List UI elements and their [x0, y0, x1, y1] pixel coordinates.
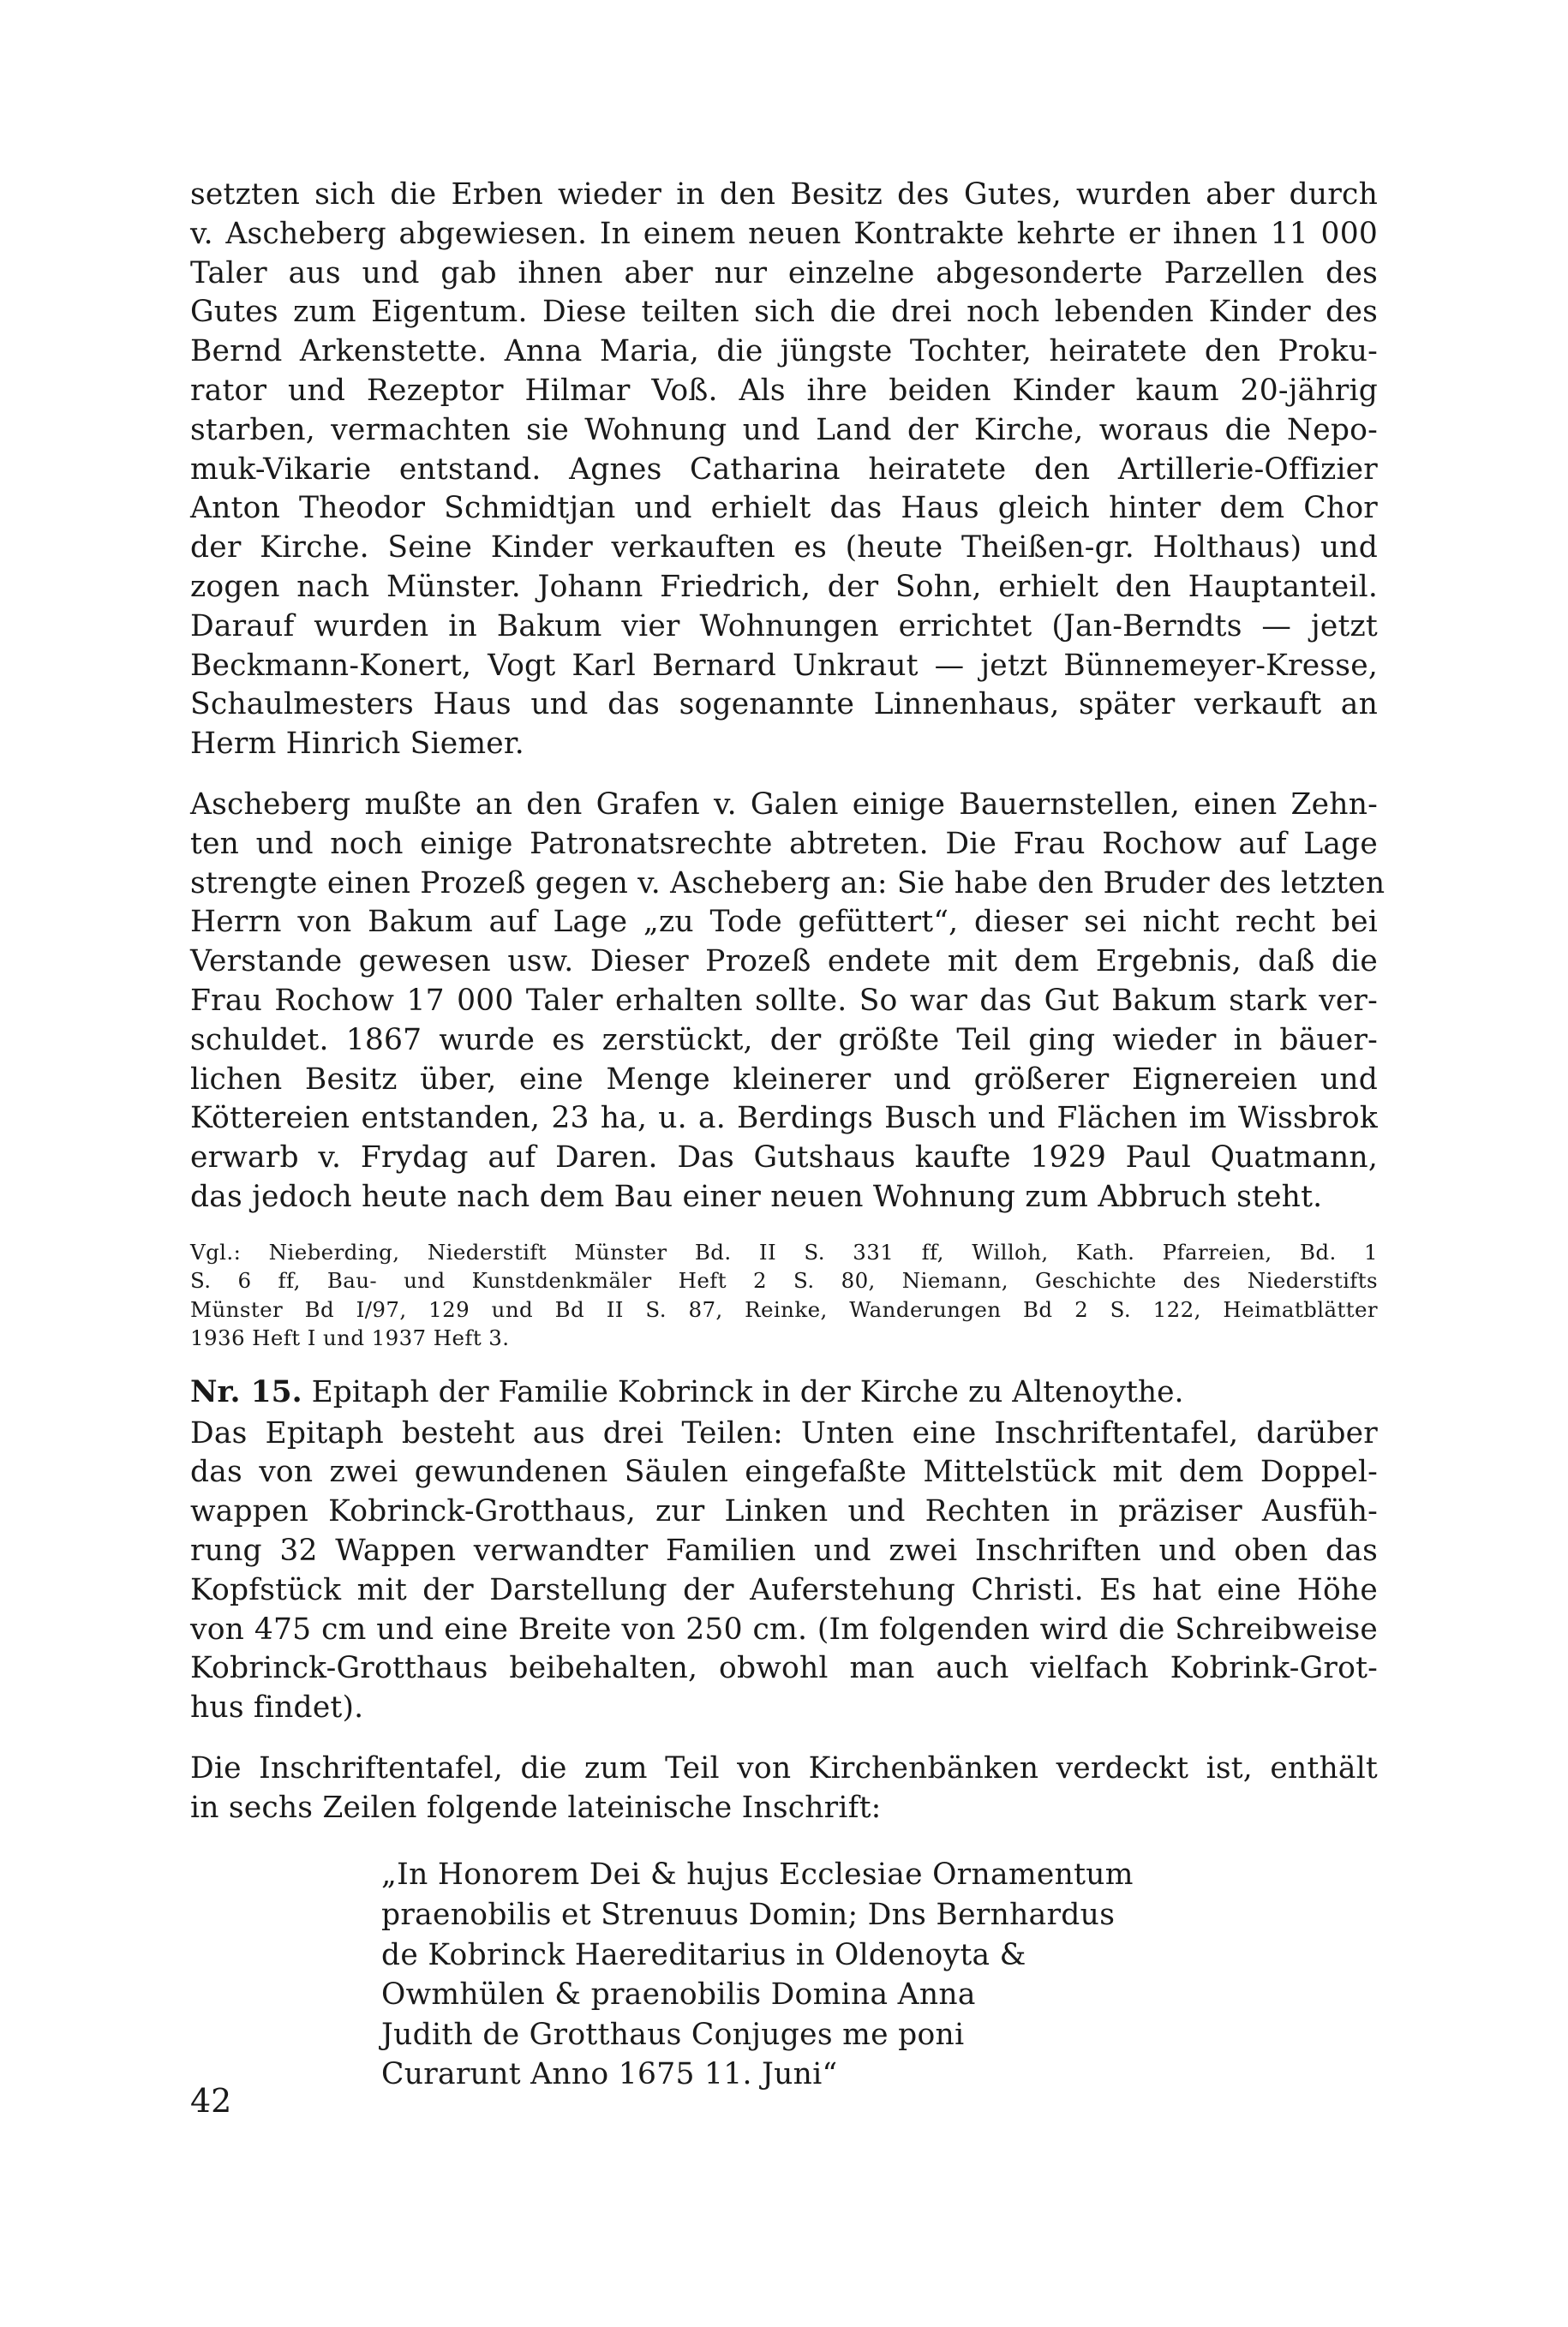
text-line: starben, vermachten sie Wohnung und Land der Kirche, woraus die Nepo- — [190, 412, 1378, 447]
text-line: das von zwei gewundenen Säulen eingefaßte Mittelstück mit dem Doppel- — [190, 1455, 1378, 1490]
paragraph-erben — [190, 176, 1378, 764]
text-line: schuldet. 1867 wurde es zerstückt, der größte Teil ging wieder in bäuer- — [190, 1022, 1378, 1057]
inscription-line: Owmhülen & praenobilis Domina Anna — [381, 1977, 976, 2013]
text-line: Herm Hinrich Siemer. — [190, 727, 524, 762]
text-line: in sechs Zeilen folgende lateinische Inschrift: — [190, 1790, 882, 1825]
text-line: Beckmann-Konert, Vogt Karl Bernard Unkraut — jetzt Bünnemeyer-Kresse, — [190, 648, 1378, 683]
text-line: muk-Vikarie entstand. Agnes Catharina heiratete den Artillerie-Offizier — [190, 452, 1378, 487]
text-line: strengte einen Prozeß gegen v. Ascheberg an: Sie habe den Bruder des letzten — [190, 865, 1385, 900]
text-line: Schaulmesters Haus und das sogenannte Linnenhaus, später verkauft an — [190, 687, 1378, 722]
text-line: Kobrinck-Grotthaus beibehalten, obwohl man auch vielfach Kobrink-Grot- — [190, 1651, 1378, 1686]
inscription-line: „In Honorem Dei & hujus Ecclesiae Ornamentum — [381, 1857, 1134, 1893]
footnote-line: Münster Bd I/97, 129 und Bd II S. 87, Reinke, Wanderungen Bd 2 S. 122, Heimatblätter — [190, 1296, 1378, 1322]
inscription-line: Curarunt Anno 1675 11. Juni“ — [381, 2057, 838, 2092]
section-title: Epitaph der Familie Kobrinck in der Kirche zu Altenoythe. — [311, 1374, 1184, 1409]
inscription-line: Judith de Grotthaus Conjuges me poni — [381, 2017, 965, 2052]
text-line: von 475 cm und eine Breite von 250 cm. (Im folgenden wird die Schreibweise — [190, 1612, 1378, 1647]
text-line: Darauf wurden in Bakum vier Wohnungen errichtet (Jan-Berndts — jetzt — [190, 608, 1378, 643]
page-body — [190, 176, 1385, 2095]
text-line: erwarb v. Frydag auf Daren. Das Gutshaus kaufte 1929 Paul Quatmann, — [190, 1140, 1378, 1175]
inscription-line: praenobilis et Strenuus Domin; Dns Bernhardus — [381, 1898, 1116, 1933]
text-line: rator und Rezeptor Hilmar Voß. Als ihre beiden Kinder kaum 20-jährig — [190, 373, 1378, 408]
text-line: Gutes zum Eigentum. Diese teilten sich die drei noch lebenden Kinder des — [190, 295, 1378, 330]
text-line: Das Epitaph besteht aus drei Teilen: Unten eine Inschriftentafel, darüber — [190, 1415, 1378, 1451]
text-line: Herrn von Bakum auf Lage „zu Tode gefüttert“, dieser sei nicht recht bei — [190, 905, 1378, 940]
text-line: Köttereien entstanden, 23 ha, u. a. Berdings Busch und Flächen im Wissbrok — [190, 1101, 1378, 1136]
text-line: Verstande gewesen usw. Dieser Prozeß endete mit dem Ergebnis, daß die — [190, 944, 1378, 979]
text-line: ten und noch einige Patronatsrechte abtreten. Die Frau Rochow auf Lage — [190, 826, 1378, 861]
text-line: Die Inschriftentafel, die zum Teil von Kirchenbänken verdeckt ist, enthält — [190, 1750, 1378, 1786]
text-line: Kopfstück mit der Darstellung der Auferstehung Christi. Es hat eine Höhe — [190, 1572, 1378, 1607]
text-line: v. Ascheberg abgewiesen. In einem neuen Kontrakte kehrte er ihnen 11 000 — [190, 216, 1378, 251]
text-line: Ascheberg mußte an den Grafen v. Galen einige Bauernstellen, einen Zehn- — [190, 787, 1378, 822]
text-line: zogen nach Münster. Johann Friedrich, der Sohn, erhielt den Hauptanteil. — [190, 569, 1378, 604]
text-line: setzten sich die Erben wieder in den Besitz des Gutes, wurden aber durch — [190, 177, 1378, 212]
section-number: Nr. 15. — [190, 1374, 302, 1409]
text-line: rung 32 Wappen verwandter Familien und zwei Inschriften und oben das — [190, 1533, 1378, 1568]
section-heading — [190, 1373, 1378, 1413]
paragraph-ascheberg — [190, 786, 1385, 1217]
text-line: hus findet). — [190, 1690, 364, 1726]
text-line: Anton Theodor Schmidtjan und erhielt das Haus gleich hinter dem Chor — [190, 491, 1378, 526]
paragraph-inschriftentafel — [190, 1750, 1378, 1828]
text-line: Frau Rochow 17 000 Taler erhalten sollte. So war das Gut Bakum stark ver- — [190, 983, 1378, 1018]
latin-inscription — [381, 1855, 1378, 2095]
footnote-line: Vgl.: Nieberding, Niederstift Münster Bd. II S. 331 ff, Willoh, Kath. Pfarreien, Bd. 1 — [190, 1239, 1378, 1265]
page-number: 42 — [190, 2082, 232, 2120]
footnote-line: 1936 Heft I und 1937 Heft 3. — [190, 1325, 510, 1351]
footnote-references — [190, 1238, 1378, 1353]
text-line: Bernd Arkenstette. Anna Maria, die jüngste Tochter, heiratete den Proku- — [190, 334, 1378, 369]
footnote-line: S. 6 ff, Bau- und Kunstdenkmäler Heft 2 S. 80, Niemann, Geschichte des Niederstifts — [190, 1268, 1378, 1294]
text-line: das jedoch heute nach dem Bau einer neuen Wohnung zum Abbruch steht. — [190, 1179, 1323, 1214]
text-line: Taler aus und gab ihnen aber nur einzelne abgesonderte Parzellen des — [190, 255, 1378, 290]
inscription-line: de Kobrinck Haereditarius in Oldenoyta & — [381, 1937, 1026, 1972]
paragraph-epitaph — [190, 1415, 1378, 1728]
text-line: wappen Kobrinck-Grotthaus, zur Linken und Rechten in präziser Ausfüh- — [190, 1494, 1378, 1529]
text-line: lichen Besitz über, eine Menge kleinerer und größerer Eignereien und — [190, 1062, 1378, 1097]
text-line: der Kirche. Seine Kinder verkauften es (heute Theißen-gr. Holthaus) und — [190, 530, 1378, 565]
